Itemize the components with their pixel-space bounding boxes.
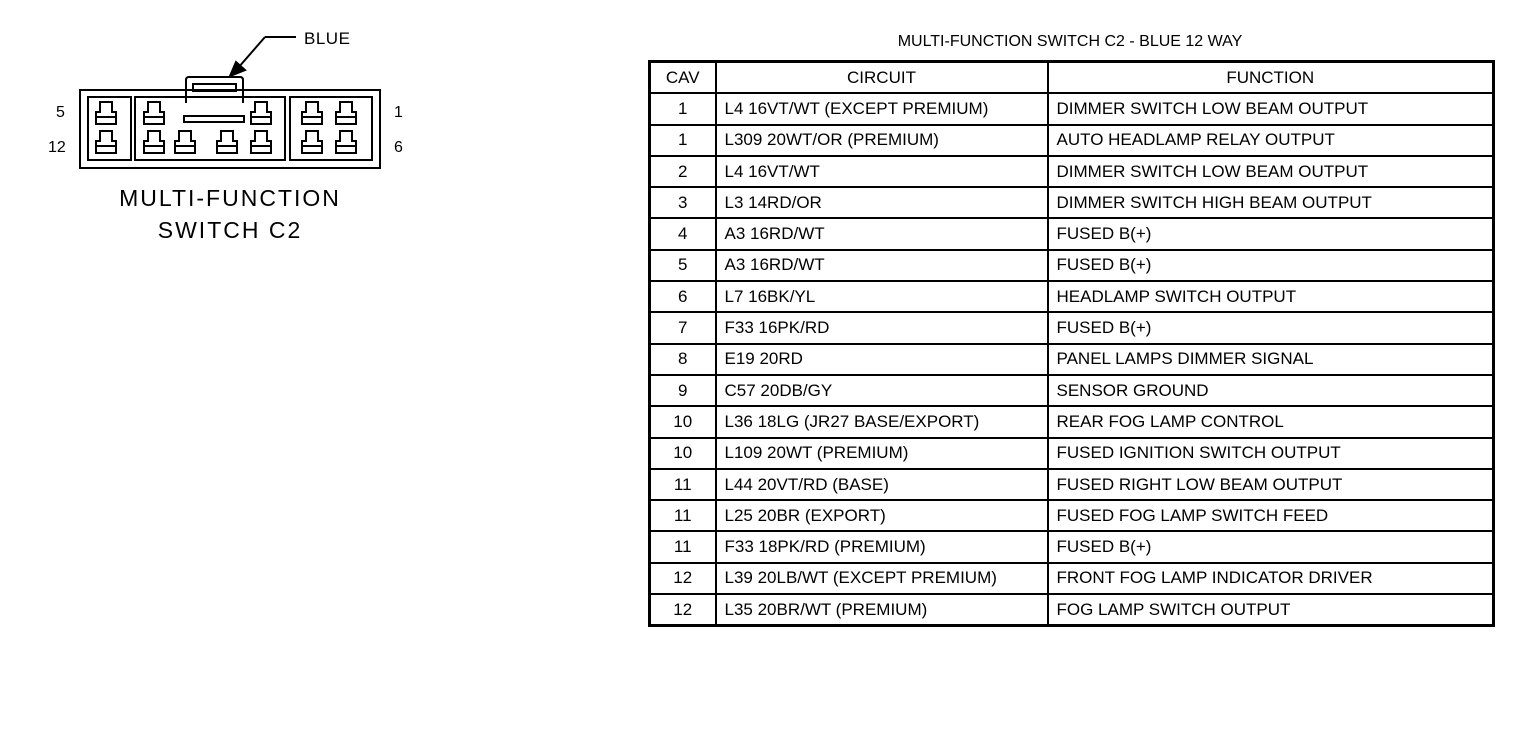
- circuit-cell: L39 20LB/WT (EXCEPT PREMIUM): [716, 563, 1048, 594]
- terminal-cavity: [336, 102, 356, 124]
- circuit-cell: C57 20DB/GY: [716, 375, 1048, 406]
- circuit-cell: F33 18PK/RD (PREMIUM): [716, 531, 1048, 562]
- cav-cell: 1: [650, 93, 716, 124]
- function-cell: FRONT FOG LAMP INDICATOR DRIVER: [1048, 563, 1494, 594]
- cav-cell: 2: [650, 156, 716, 187]
- circuit-cell: L36 18LG (JR27 BASE/EXPORT): [716, 406, 1048, 437]
- table-row: [650, 406, 1494, 437]
- header-cav: CAV: [650, 62, 716, 94]
- function-cell: FUSED B(+): [1048, 312, 1494, 343]
- table-row: [650, 469, 1494, 500]
- cavity-block-center: [135, 97, 285, 160]
- terminal-cavity: [175, 131, 195, 153]
- cav-cell: 3: [650, 187, 716, 218]
- circuit-cell: E19 20RD: [716, 344, 1048, 375]
- table-row: [650, 438, 1494, 469]
- cav-cell: 4: [650, 218, 716, 249]
- cav-cell: 11: [650, 469, 716, 500]
- function-cell: FUSED RIGHT LOW BEAM OUTPUT: [1048, 469, 1494, 500]
- pin-label-12: 12: [48, 139, 66, 156]
- table-header-row: [650, 62, 1494, 94]
- terminal-cavity: [217, 131, 237, 153]
- function-cell: PANEL LAMPS DIMMER SIGNAL: [1048, 344, 1494, 375]
- terminal-cavity: [336, 131, 356, 153]
- connector-title-line2: SWITCH C2: [157, 217, 303, 243]
- table-row: [650, 375, 1494, 406]
- cav-cell: 5: [650, 250, 716, 281]
- circuit-cell: A3 16RD/WT: [716, 218, 1048, 249]
- cav-cell: 12: [650, 594, 716, 626]
- cav-cell: 10: [650, 406, 716, 437]
- cavity-block-left: [88, 97, 131, 160]
- function-cell: FOG LAMP SWITCH OUTPUT: [1048, 594, 1494, 626]
- cav-cell: 11: [650, 500, 716, 531]
- function-cell: FUSED FOG LAMP SWITCH FEED: [1048, 500, 1494, 531]
- terminal-cavity: [144, 131, 164, 153]
- function-cell: SENSOR GROUND: [1048, 375, 1494, 406]
- table-row: [650, 93, 1494, 124]
- pin-label-5: 5: [56, 104, 65, 121]
- circuit-cell: L4 16VT/WT (EXCEPT PREMIUM): [716, 93, 1048, 124]
- terminal-cavity: [96, 102, 116, 124]
- table-row: [650, 563, 1494, 594]
- cav-cell: 8: [650, 344, 716, 375]
- function-cell: HEADLAMP SWITCH OUTPUT: [1048, 281, 1494, 312]
- pin-label-1: 1: [394, 104, 403, 121]
- table-row: [650, 344, 1494, 375]
- cav-cell: 10: [650, 438, 716, 469]
- cav-cell: 6: [650, 281, 716, 312]
- table-row: [650, 312, 1494, 343]
- table-row: [650, 156, 1494, 187]
- function-cell: FUSED IGNITION SWITCH OUTPUT: [1048, 438, 1494, 469]
- function-cell: FUSED B(+): [1048, 250, 1494, 281]
- circuit-cell: L309 20WT/OR (PREMIUM): [716, 125, 1048, 156]
- connector-title: [80, 182, 380, 246]
- table-row: [650, 594, 1494, 626]
- terminal-cavity: [96, 131, 116, 153]
- table-row: [650, 218, 1494, 249]
- pinout-table: [648, 60, 1495, 627]
- cav-cell: 12: [650, 563, 716, 594]
- header-circuit: CIRCUIT: [716, 62, 1048, 94]
- table-row: [650, 250, 1494, 281]
- circuit-cell: L35 20BR/WT (PREMIUM): [716, 594, 1048, 626]
- table-row: [650, 125, 1494, 156]
- pin-label-6: 6: [394, 139, 403, 156]
- blue-callout-label: BLUE: [304, 29, 351, 48]
- cav-cell: 9: [650, 375, 716, 406]
- terminal-cavity: [302, 131, 322, 153]
- function-cell: DIMMER SWITCH LOW BEAM OUTPUT: [1048, 93, 1494, 124]
- circuit-cell: L4 16VT/WT: [716, 156, 1048, 187]
- connector-body: [80, 90, 380, 168]
- circuit-cell: L109 20WT (PREMIUM): [716, 438, 1048, 469]
- table-title: MULTI-FUNCTION SWITCH C2 - BLUE 12 WAY: [897, 33, 1243, 50]
- circuit-cell: A3 16RD/WT: [716, 250, 1048, 281]
- function-cell: FUSED B(+): [1048, 531, 1494, 562]
- function-cell: REAR FOG LAMP CONTROL: [1048, 406, 1494, 437]
- function-cell: DIMMER SWITCH HIGH BEAM OUTPUT: [1048, 187, 1494, 218]
- function-cell: AUTO HEADLAMP RELAY OUTPUT: [1048, 125, 1494, 156]
- circuit-cell: L7 16BK/YL: [716, 281, 1048, 312]
- terminal-cavity: [144, 102, 164, 124]
- circuit-cell: L3 14RD/OR: [716, 187, 1048, 218]
- cav-cell: 7: [650, 312, 716, 343]
- cav-cell: 11: [650, 531, 716, 562]
- table-row: [650, 531, 1494, 562]
- circuit-cell: L44 20VT/RD (BASE): [716, 469, 1048, 500]
- blue-callout-arrow: [230, 37, 296, 76]
- function-cell: FUSED B(+): [1048, 218, 1494, 249]
- function-cell: DIMMER SWITCH LOW BEAM OUTPUT: [1048, 156, 1494, 187]
- header-function: FUNCTION: [1048, 62, 1494, 94]
- terminal-cavity: [251, 102, 271, 124]
- circuit-cell: F33 16PK/RD: [716, 312, 1048, 343]
- terminal-cavity: [251, 131, 271, 153]
- circuit-cell: L25 20BR (EXPORT): [716, 500, 1048, 531]
- table-row: [650, 281, 1494, 312]
- table-row: [650, 187, 1494, 218]
- cav-cell: 1: [650, 125, 716, 156]
- connector-title-line1: MULTI-FUNCTION: [119, 185, 341, 211]
- terminal-cavity: [302, 102, 322, 124]
- table-row: [650, 500, 1494, 531]
